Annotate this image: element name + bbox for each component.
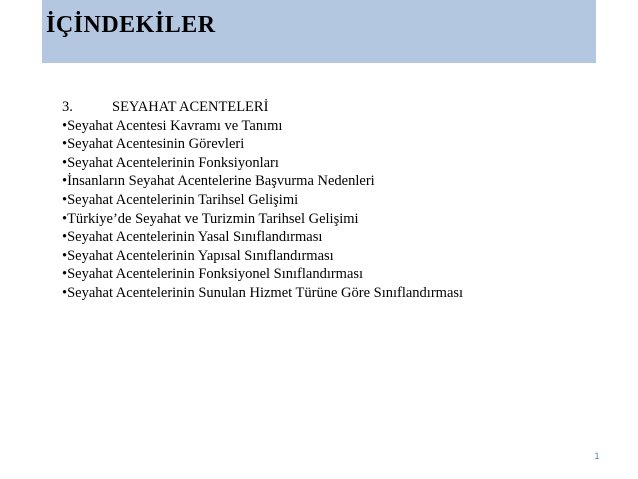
toc-item-label: Seyahat Acentelerinin Fonksiyonları bbox=[67, 154, 279, 171]
title-bar bbox=[42, 0, 596, 63]
toc-item bbox=[62, 135, 602, 154]
bullet-icon: • bbox=[62, 173, 68, 190]
toc-item-label: Seyahat Acentelerinin Yapısal Sınıflandırması bbox=[67, 247, 334, 264]
toc-item bbox=[62, 265, 602, 284]
bullet-icon: • bbox=[62, 191, 68, 208]
toc-item-label: Seyahat Acentesi Kavramı ve Tanımı bbox=[67, 117, 283, 134]
toc-item-label: İnsanların Seyahat Acentelerine Başvurma Nedenleri bbox=[67, 173, 375, 190]
toc-item-label: Seyahat Acentelerinin Sunulan Hizmet Türüne Göre Sınıflandırması bbox=[67, 284, 464, 301]
toc-item-label: Seyahat Acentelerinin Yasal Sınıflandırması bbox=[67, 229, 323, 246]
toc-item bbox=[62, 191, 602, 210]
bullet-icon: • bbox=[62, 154, 68, 171]
bullet-icon: • bbox=[62, 117, 68, 134]
toc-item-label: Seyahat Acentelerinin Tarihsel Gelişimi bbox=[67, 191, 299, 208]
toc-content bbox=[62, 98, 602, 303]
bullet-icon: • bbox=[62, 247, 68, 264]
bullet-icon: • bbox=[62, 136, 68, 153]
toc-item bbox=[62, 117, 602, 136]
page-title: İÇİNDEKİLER bbox=[46, 12, 216, 38]
bullet-icon: • bbox=[62, 210, 68, 227]
bullet-icon: • bbox=[62, 229, 68, 246]
page-number: 1 bbox=[594, 451, 600, 461]
toc-item-label: Türkiye’de Seyahat ve Turizmin Tarihsel Gelişimi bbox=[67, 210, 359, 227]
toc-item-label: Seyahat Acentesinin Görevleri bbox=[67, 136, 245, 153]
toc-item bbox=[62, 284, 602, 303]
toc-list bbox=[62, 117, 602, 303]
bullet-icon: • bbox=[62, 284, 68, 301]
toc-item bbox=[62, 228, 602, 247]
section-number: 3. bbox=[62, 99, 73, 115]
section-title: SEYAHAT ACENTELERİ bbox=[112, 99, 269, 115]
section-heading bbox=[62, 98, 602, 117]
toc-item-label: Seyahat Acentelerinin Fonksiyonel Sınıflandırması bbox=[67, 266, 364, 283]
bullet-icon: • bbox=[62, 266, 68, 283]
toc-item bbox=[62, 210, 602, 229]
toc-item bbox=[62, 172, 602, 191]
toc-item bbox=[62, 154, 602, 173]
toc-item bbox=[62, 247, 602, 266]
